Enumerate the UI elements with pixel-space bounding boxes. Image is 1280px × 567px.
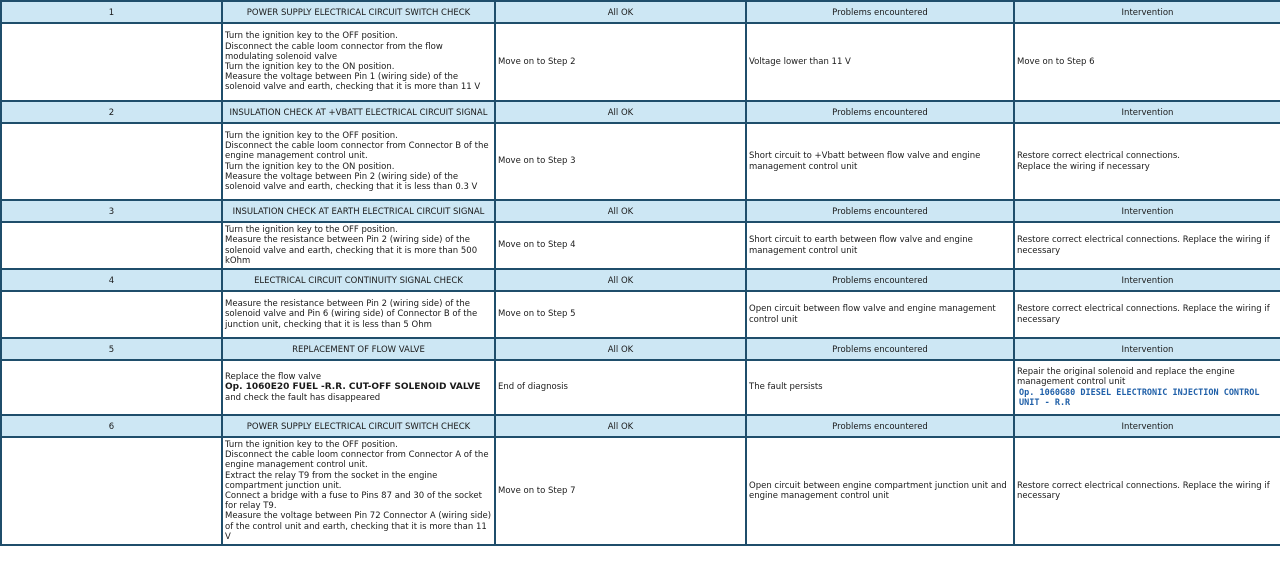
procedure-line: Turn the ignition key to the OFF position.	[225, 31, 398, 42]
problem-cell: Voltage lower than 11 V	[746, 23, 1014, 101]
intervention-cell	[1014, 360, 1280, 415]
procedure-cell	[222, 23, 495, 101]
procedure-line: Measure the resistance between Pin 2 (wiring side) of the solenoid valve and Pin 6 (wiring side) of Connector B of the junction unit, checking that it is less than 5 Ohm	[225, 299, 478, 330]
all-ok-header: All OK	[495, 269, 746, 291]
intervention-line: Replace the wiring if necessary	[1017, 161, 1150, 172]
problem-cell: Open circuit between flow valve and engine management control unit	[746, 291, 1014, 338]
all-ok-header: All OK	[495, 338, 746, 360]
all-ok-cell: Move on to Step 7	[495, 437, 746, 545]
step-2-header-row	[1, 101, 1280, 123]
procedure-line: Measure the voltage between Pin 2 (wiring side) of the solenoid valve and earth, checking that it is less than 0.3 V	[225, 171, 478, 192]
procedure-line: Measure the resistance between Pin 2 (wiring side) of the solenoid valve and earth, checking that it is more than 500 kOhm	[225, 235, 478, 266]
problems-header: Problems encountered	[746, 338, 1014, 360]
all-ok-header: All OK	[495, 415, 746, 437]
problem-cell: Short circuit to +Vbatt between flow valve and engine management control unit	[746, 123, 1014, 200]
intervention-cell: Restore correct electrical connections. Replace the wiring if necessary	[1014, 222, 1280, 269]
all-ok-header: All OK	[495, 101, 746, 123]
step-3-body-row	[1, 222, 1280, 269]
procedure-line: Turn the ignition key to the OFF position.	[225, 439, 398, 450]
procedure-line: Disconnect the cable loom connector from Connector A of the engine management control unit.	[225, 450, 489, 471]
intervention-cell: Move on to Step 6	[1014, 23, 1280, 101]
problems-header: Problems encountered	[746, 1, 1014, 23]
intervention-header: Intervention	[1014, 338, 1280, 360]
all-ok-cell: Move on to Step 5	[495, 291, 746, 338]
step-3-header-row	[1, 200, 1280, 222]
intervention-header: Intervention	[1014, 1, 1280, 23]
empty-cell	[1, 123, 222, 200]
procedure-line: Connect a bridge with a fuse to Pins 87 and 30 of the socket for relay T9.	[225, 491, 482, 512]
procedure-line: Measure the voltage between Pin 1 (wiring side) of the solenoid valve and earth, checking that it is more than 11 V	[225, 72, 481, 93]
procedure-line: Measure the voltage between Pin 72 Connector A (wiring side) of the control unit and earth, checking that it is more than 11 V	[225, 511, 492, 542]
procedure-line: Turn the ignition key to the ON position.	[225, 161, 395, 172]
step-2-body-row	[1, 123, 1280, 200]
empty-cell	[1, 360, 222, 415]
empty-cell	[1, 291, 222, 338]
all-ok-cell: Move on to Step 4	[495, 222, 746, 269]
step-title: POWER SUPPLY ELECTRICAL CIRCUIT SWITCH CHECK	[222, 415, 495, 437]
all-ok-cell: Move on to Step 2	[495, 23, 746, 101]
procedure-line: Turn the ignition key to the OFF position.	[225, 130, 398, 141]
intervention-cell: Restore correct electrical connections. Replace the wiring if necessary	[1014, 437, 1280, 545]
procedure-line: Disconnect the cable loom connector from the flow modulating solenoid valve	[225, 41, 443, 62]
step-4-body-row	[1, 291, 1280, 338]
problems-header: Problems encountered	[746, 200, 1014, 222]
intervention-header: Intervention	[1014, 415, 1280, 437]
procedure-cell	[222, 123, 495, 200]
step-6-body-row	[1, 437, 1280, 545]
step-number: 5	[1, 338, 222, 360]
procedure-cell	[222, 360, 495, 415]
operation-link[interactable]: Op. 1060G80 DIESEL ELECTRONIC INJECTION CONTROL UNIT - R.R	[1019, 387, 1260, 408]
procedure-line: and check the fault has disappeared	[225, 392, 381, 403]
intervention-line: Restore correct electrical connections.	[1017, 151, 1181, 162]
problem-cell: Short circuit to earth between flow valve and engine management control unit	[746, 222, 1014, 269]
step-title: POWER SUPPLY ELECTRICAL CIRCUIT SWITCH CHECK	[222, 1, 495, 23]
procedure-cell	[222, 437, 495, 545]
all-ok-header: All OK	[495, 1, 746, 23]
intervention-line: Repair the original solenoid and replace the engine management control unit	[1017, 367, 1235, 388]
step-5-header-row	[1, 338, 1280, 360]
empty-cell	[1, 222, 222, 269]
intervention-header: Intervention	[1014, 200, 1280, 222]
step-1-body-row	[1, 23, 1280, 101]
empty-cell	[1, 23, 222, 101]
operation-reference: Op. 1060E20 FUEL -R.R. CUT-OFF SOLENOID VALVE	[225, 382, 481, 393]
procedure-line: Extract the relay T9 from the socket in the engine compartment junction unit.	[225, 470, 438, 491]
step-title: INSULATION CHECK AT +VBATT ELECTRICAL CIRCUIT SIGNAL	[222, 101, 495, 123]
step-number: 4	[1, 269, 222, 291]
step-title: INSULATION CHECK AT EARTH ELECTRICAL CIRCUIT SIGNAL	[222, 200, 495, 222]
procedure-line: Turn the ignition key to the OFF position.	[225, 225, 398, 236]
intervention-header: Intervention	[1014, 101, 1280, 123]
procedure-line: Disconnect the cable loom connector from Connector B of the engine management control unit.	[225, 141, 489, 162]
procedure-line: Replace the flow valve	[225, 372, 322, 383]
step-title: REPLACEMENT OF FLOW VALVE	[222, 338, 495, 360]
intervention-cell: Restore correct electrical connections. Replace the wiring if necessary	[1014, 291, 1280, 338]
procedure-cell	[222, 291, 495, 338]
all-ok-cell: End of diagnosis	[495, 360, 746, 415]
problem-cell: Open circuit between engine compartment junction unit and engine management control unit	[746, 437, 1014, 545]
intervention-header: Intervention	[1014, 269, 1280, 291]
empty-cell	[1, 437, 222, 545]
problem-cell: The fault persists	[746, 360, 1014, 415]
problems-header: Problems encountered	[746, 269, 1014, 291]
all-ok-header: All OK	[495, 200, 746, 222]
intervention-cell	[1014, 123, 1280, 200]
step-1-header-row	[1, 1, 1280, 23]
step-number: 1	[1, 1, 222, 23]
step-number: 3	[1, 200, 222, 222]
problems-header: Problems encountered	[746, 415, 1014, 437]
all-ok-cell: Move on to Step 3	[495, 123, 746, 200]
step-6-header-row	[1, 415, 1280, 437]
procedure-cell	[222, 222, 495, 269]
procedure-line: Turn the ignition key to the ON position.	[225, 62, 395, 72]
step-title: ELECTRICAL CIRCUIT CONTINUITY SIGNAL CHECK	[222, 269, 495, 291]
step-number: 6	[1, 415, 222, 437]
step-4-header-row	[1, 269, 1280, 291]
step-number: 2	[1, 101, 222, 123]
problems-header: Problems encountered	[746, 101, 1014, 123]
step-5-body-row	[1, 360, 1280, 415]
